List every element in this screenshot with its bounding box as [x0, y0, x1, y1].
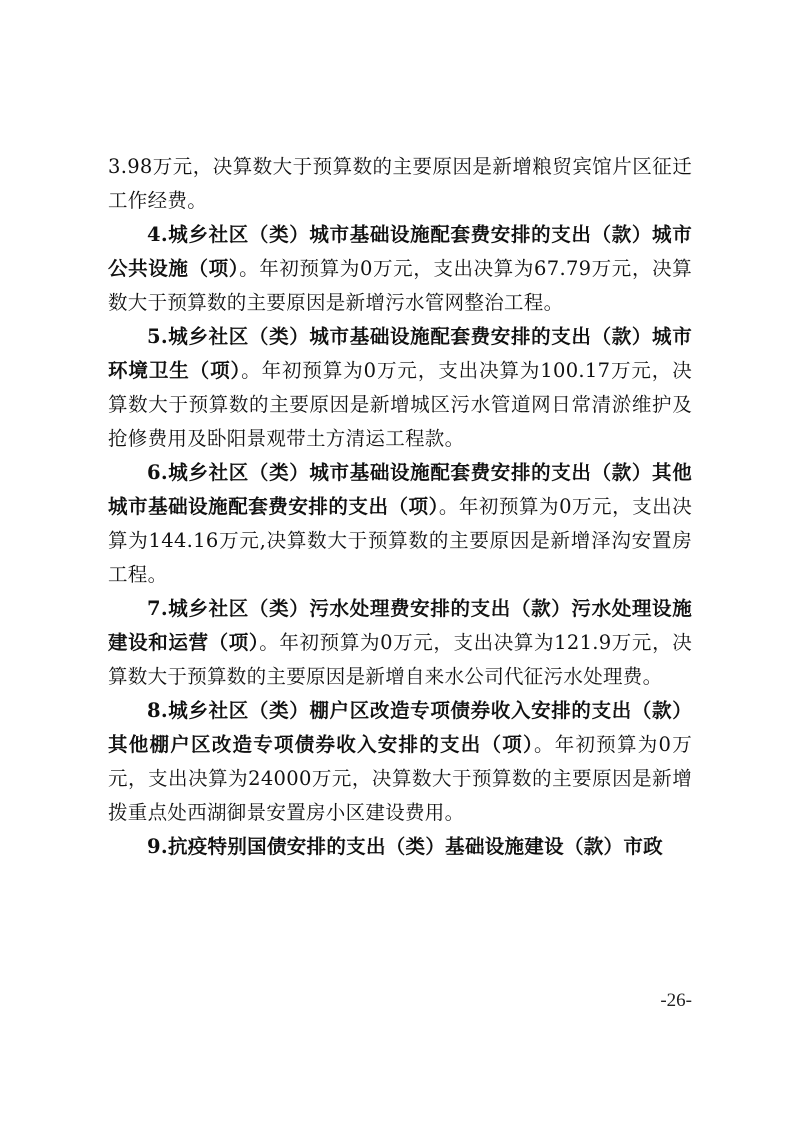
item-body: 。年初预算为0万元，支出决算为100.17万元，决算数大于预算数的主要原因是新增城区污水管道网日常清淤维护及抢修费用及卧阳景观带土方清运工程款。: [108, 359, 693, 450]
page-number: -26-: [660, 990, 692, 1011]
paragraph-text: 3.98万元，决算数大于预算数的主要原因是新增粮贸宾馆片区征迁工作经费。: [108, 155, 692, 212]
item-heading: 8.城乡社区（类）棚户区改造专项债券收入安排的支出（款）其他棚户区改造专项债券收入安排的支出（项）: [108, 699, 692, 756]
paragraph-item-5: [108, 320, 692, 456]
paragraph-item-7: [108, 592, 692, 694]
item-body: 。年初预算为0万元，支出决算为144.16万元,决算数大于预算数的主要原因是新增泽沟安置房工程。: [108, 495, 692, 586]
item-body: 。年初预算为0万元，支出决算为24000万元，决算数大于预算数的主要原因是新增拨重点处西湖御景安置房小区建设费用。: [108, 733, 692, 824]
document-body: [108, 150, 692, 864]
paragraph-continuation: [108, 150, 692, 218]
paragraph-item-4: [108, 218, 692, 320]
item-heading: 7.城乡社区（类）污水处理费安排的支出（款）污水处理设施建设和运营（项）: [108, 597, 692, 654]
item-body: 。年初预算为0万元，支出决算为67.79万元，决算数大于预算数的主要原因是新增污水管网整治工程。: [108, 257, 693, 314]
item-heading: 5.城乡社区（类）城市基础设施配套费安排的支出（款）城市环境卫生（项）: [108, 325, 692, 382]
paragraph-item-8: [108, 694, 692, 830]
item-body: 。年初预算为0万元，支出决算为121.9万元，决算数大于预算数的主要原因是新增自来水公司代征污水处理费。: [108, 631, 692, 688]
paragraph-item-6: [108, 456, 692, 592]
item-heading: 9.抗疫特别国债安排的支出（类）基础设施建设（款）市政: [147, 835, 663, 858]
item-heading: 4.城乡社区（类）城市基础设施配套费安排的支出（款）城市公共设施（项）: [108, 223, 692, 280]
paragraph-item-9: [108, 830, 692, 864]
item-heading: 6.城乡社区（类）城市基础设施配套费安排的支出（款）其他城市基础设施配套费安排的支出（项）: [108, 461, 692, 518]
